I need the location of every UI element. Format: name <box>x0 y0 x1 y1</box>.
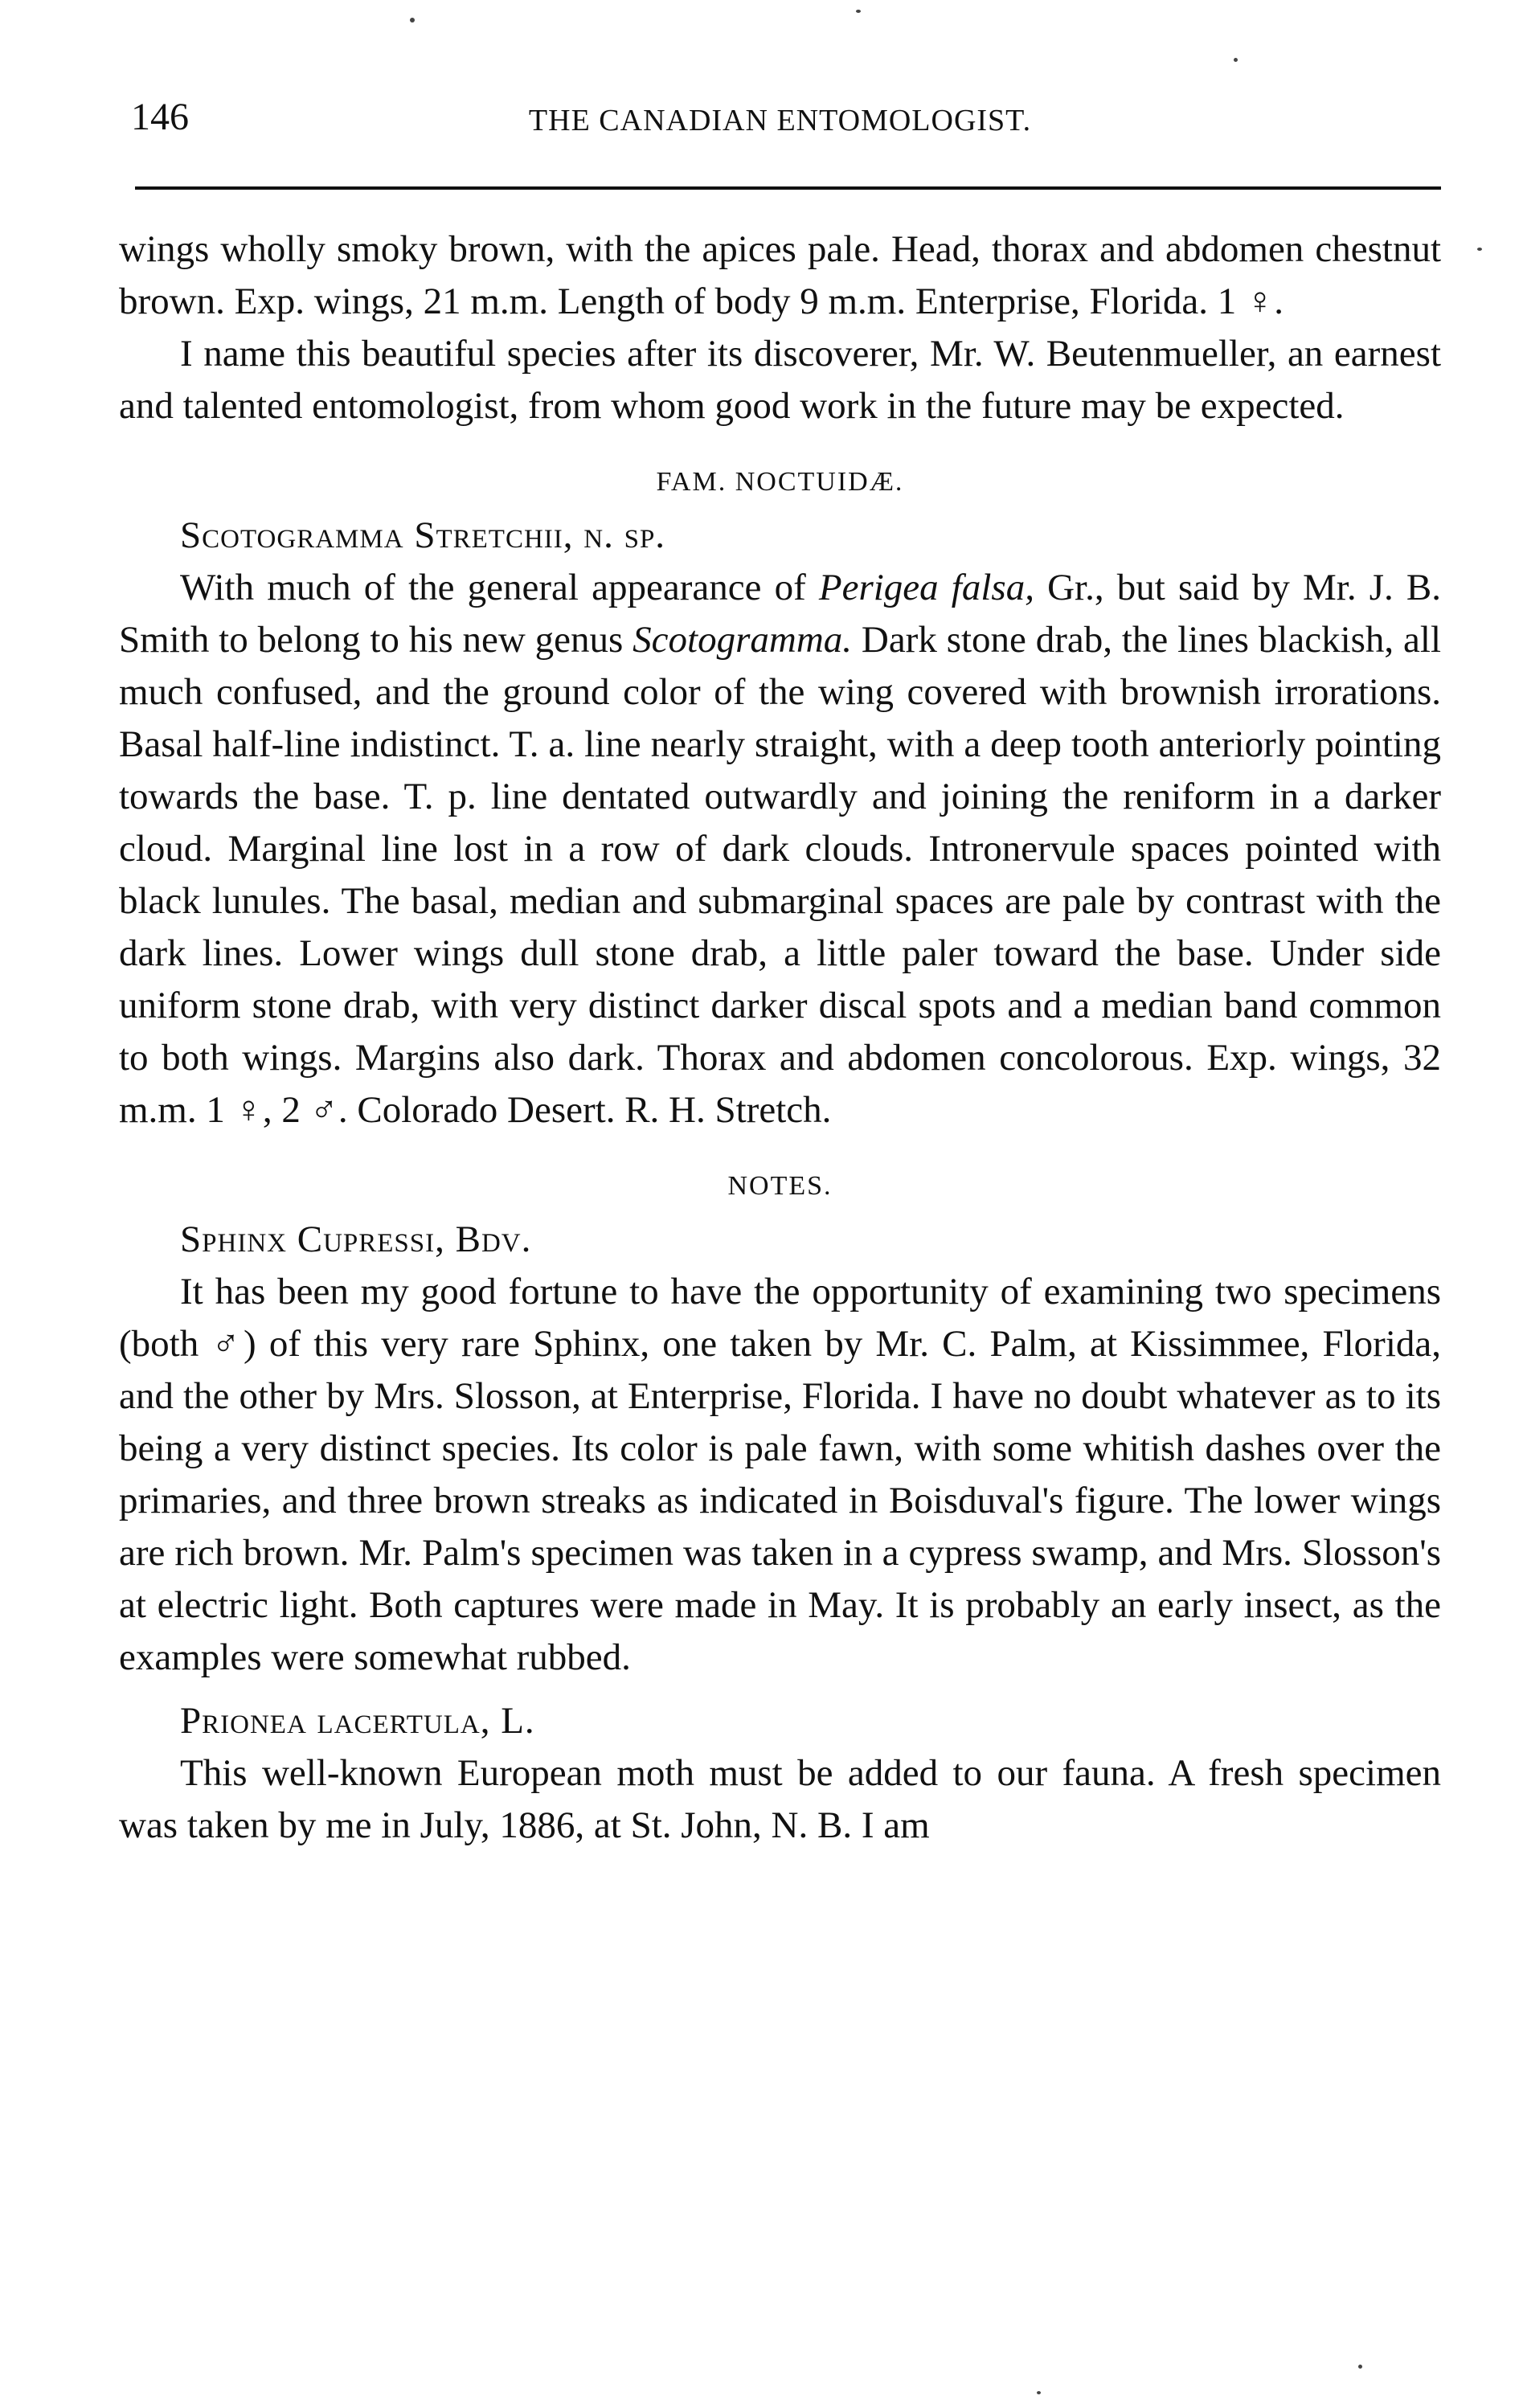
running-title: THE CANADIAN ENTOMOLOGIST. <box>528 104 1032 137</box>
species-title-scotogramma: Scotogramma Stretchii, n. sp. <box>180 514 666 556</box>
section-heading-notes: NOTES. <box>727 1171 833 1201</box>
scotogramma-description <box>119 562 1441 1136</box>
header-rule <box>135 186 1441 190</box>
naming-paragraph: I name this beautiful species after its discoverer, Mr. W. Beutenmueller, an earnest and talented entomologist, from whom good work in the future may be expected. <box>119 333 1441 427</box>
article-body <box>119 223 1441 1852</box>
description-text-2: Gr., but said by Mr. J. B. Smith to belong to his new genus <box>119 567 1441 661</box>
species-title-sphinx: Sphinx Cupressi, Bdv. <box>180 1218 532 1260</box>
genus-perigea-falsa: Perigea falsa, <box>818 567 1034 608</box>
genus-scotogramma: Scotogramma. <box>633 619 853 661</box>
scan-speck <box>1358 2365 1362 2369</box>
page-number: 146 <box>131 96 189 138</box>
continuation-paragraph: wings wholly smoky brown, with the apices pale. Head, thorax and abdomen chestnut brown. Exp. wings, 21 m.m. Length of body 9 m.m. Enterprise, Florida. 1 ♀. <box>119 228 1441 322</box>
scan-speck <box>1037 2391 1041 2394</box>
description-text-1: With much of the general appearance of <box>180 567 819 608</box>
scan-speck <box>410 18 415 23</box>
scan-speck <box>1477 248 1482 251</box>
sphinx-paragraph: It has been my good fortune to have the opportunity of examining two specimens (both ♂) of this very rare Sphinx, one taken by Mr. C. Palm, at Kissimmee, Florida, and the other by Mrs. Slosson, at Enterprise, Florida. I have no doubt whatever as to its being a very distinct species. Its color is pale fawn, with some whitish dashes over the primaries, and three brown streaks as indicated in Boisduval's figure. The lower wings are rich brown. Mr. Palm's specimen was taken in a cypress swamp, and Mrs. Slosson's at electric light. Both captures were made in May. It is probably an early insect, as the examples were somewhat rubbed. <box>119 1271 1441 1678</box>
prionea-paragraph: This well-known European moth must be added to our fauna. A fresh specimen was taken by me in July, 1886, at St. John, N. B. I am <box>119 1752 1441 1846</box>
species-title-prionea: Prionea lacertula, L. <box>180 1700 535 1742</box>
section-heading-noctuidae: FAM. NOCTUIDÆ. <box>656 467 904 497</box>
scan-speck <box>1234 58 1238 62</box>
page <box>119 80 1441 1846</box>
page-header <box>119 80 1441 153</box>
scan-speck <box>856 10 861 13</box>
description-text-3: Dark stone drab, the lines blackish, all much confused, and the ground color of the wing covered with brownish irrorations. Basal half-line indistinct. T. a. line nearly straight, with a deep tooth anteriorly pointing towards the base. T. p. line dentated outwardly and joining the reniform in a darker cloud. Marginal line lost in a row of dark clouds. Intronervule spaces pointed with black lunules. The basal, median and submarginal spaces are pale by contrast with the dark lines. Lower wings dull stone drab, a little paler toward the base. Under side uniform stone drab, with very distinct darker discal spots and a median band common to both wings. Margins also dark. Thorax and abdomen concolorous. Exp. wings, 32 m.m. 1 ♀, 2 ♂. Colorado Desert. R. H. Stretch. <box>119 619 1441 1131</box>
